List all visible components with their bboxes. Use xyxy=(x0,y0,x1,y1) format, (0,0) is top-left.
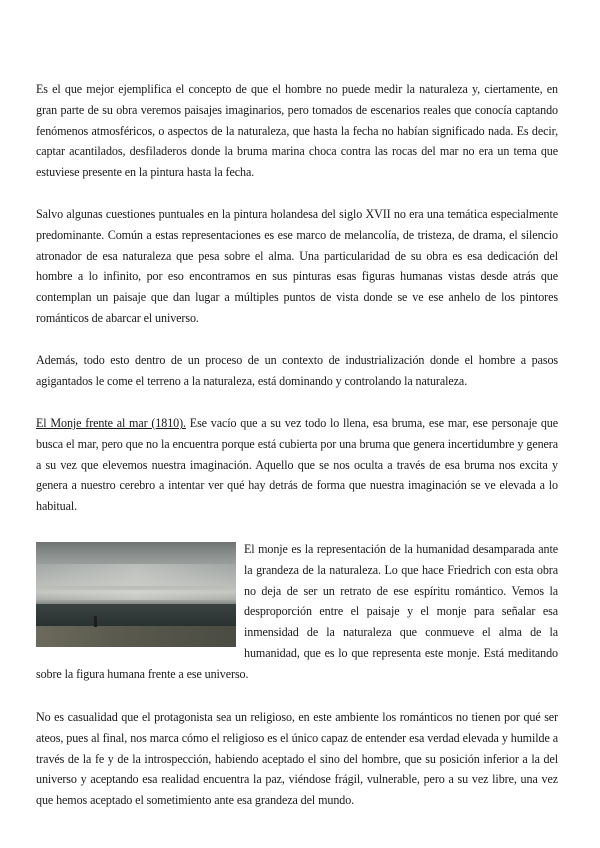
paragraph-intro: Es el que mejor ejemplifica el concepto de que el hombre no puede medir la naturaleza y, ciertamente, en gran parte de su obra veremos paisajes imaginarios, pero tomados de escenarios reales que conocía captando fenómenos atmosféricos, o aspectos de la naturaleza, que hasta la fecha no habían significado nada. Es decir, captar acantilados, desfiladeros donde la bruma marina choca contra las rocas del mar no era un tema que estuviese presente en la pintura hasta la fecha. xyxy=(36,82,558,180)
paragraph-monk-humanity: El monje es la representación de la humanidad desamparada ante la grandeza de la naturaleza. Lo que hace Friedrich con esta obra no deja de ser un retrato de ese espíritu romántico. Vemos la desproporción entre el paisaje y el monje para señalar esa inmensidad de la naturaleza que conmueve el alma de la humanidad, que es lo que representa este monje. Está meditando sobre la figura humana frente a ese universo. xyxy=(36,542,558,681)
paragraph-monje-body: Ese vacío que a su vez todo lo llena, esa bruma, ese mar, ese personaje que busca el mar, pero que no la encuentra porque está cubierta por una bruma que genera incertidumbre y genera a su vez que elevemos nuestra imaginación. Aquello que se nos oculta a través de esa bruma nos excita y genera a nuestro cerebro a intentar ver qué hay detrás de forma que nuestra imaginación se ve elevada a lo habitual. xyxy=(36,416,558,514)
paragraph-religious-protagonist: No es casualidad que el protagonista sea un religioso, en este ambiente los románticos no tienen por qué ser ateos, pues al final, nos marca cómo el religioso es el único capaz de entender esa verdad elevada y humilde a través de la fe y de la introspección, habiendo aceptado el sino del hombre, que su posición inferior a la del universo y aceptando esa realidad encuentra la paz, viéndose frágil, vulnerable, pero a su vez libre, una vez que hemos aceptado el sometimiento ante esa grandeza del mundo. xyxy=(36,710,558,808)
monk-by-the-sea-painting xyxy=(36,542,236,647)
paragraph-dutch-painting: Salvo algunas cuestiones puntuales en la pintura holandesa del siglo XVII no era una temática especialmente predominante. Común a estas representaciones es ese marco de melancolía, de tristeza, de drama, el silencio atronador de esa naturaleza que pesa sobre el alma. Una particularidad de su obra es esa dedicación del hombre a lo infinito, por eso encontramos en sus pinturas esas figuras humanas vistas desde atrás que contemplan un paisaje que dan lugar a múltiples puntos de vista donde se ve ese anhelo de los pintores románticos de abarcar el universo. xyxy=(36,207,558,325)
paragraph-industrialization: Además, todo esto dentro de un proceso de un contexto de industrialización donde el hombre a pasos agigantados le come el terreno a la naturaleza, está dominando y controlando la naturaleza. xyxy=(36,353,558,388)
artwork-title-link[interactable]: El Monje frente al mar (1810). xyxy=(36,416,186,430)
paragraph-monje-frente-al-mar xyxy=(36,413,558,517)
paragraph-with-painting xyxy=(36,539,558,685)
